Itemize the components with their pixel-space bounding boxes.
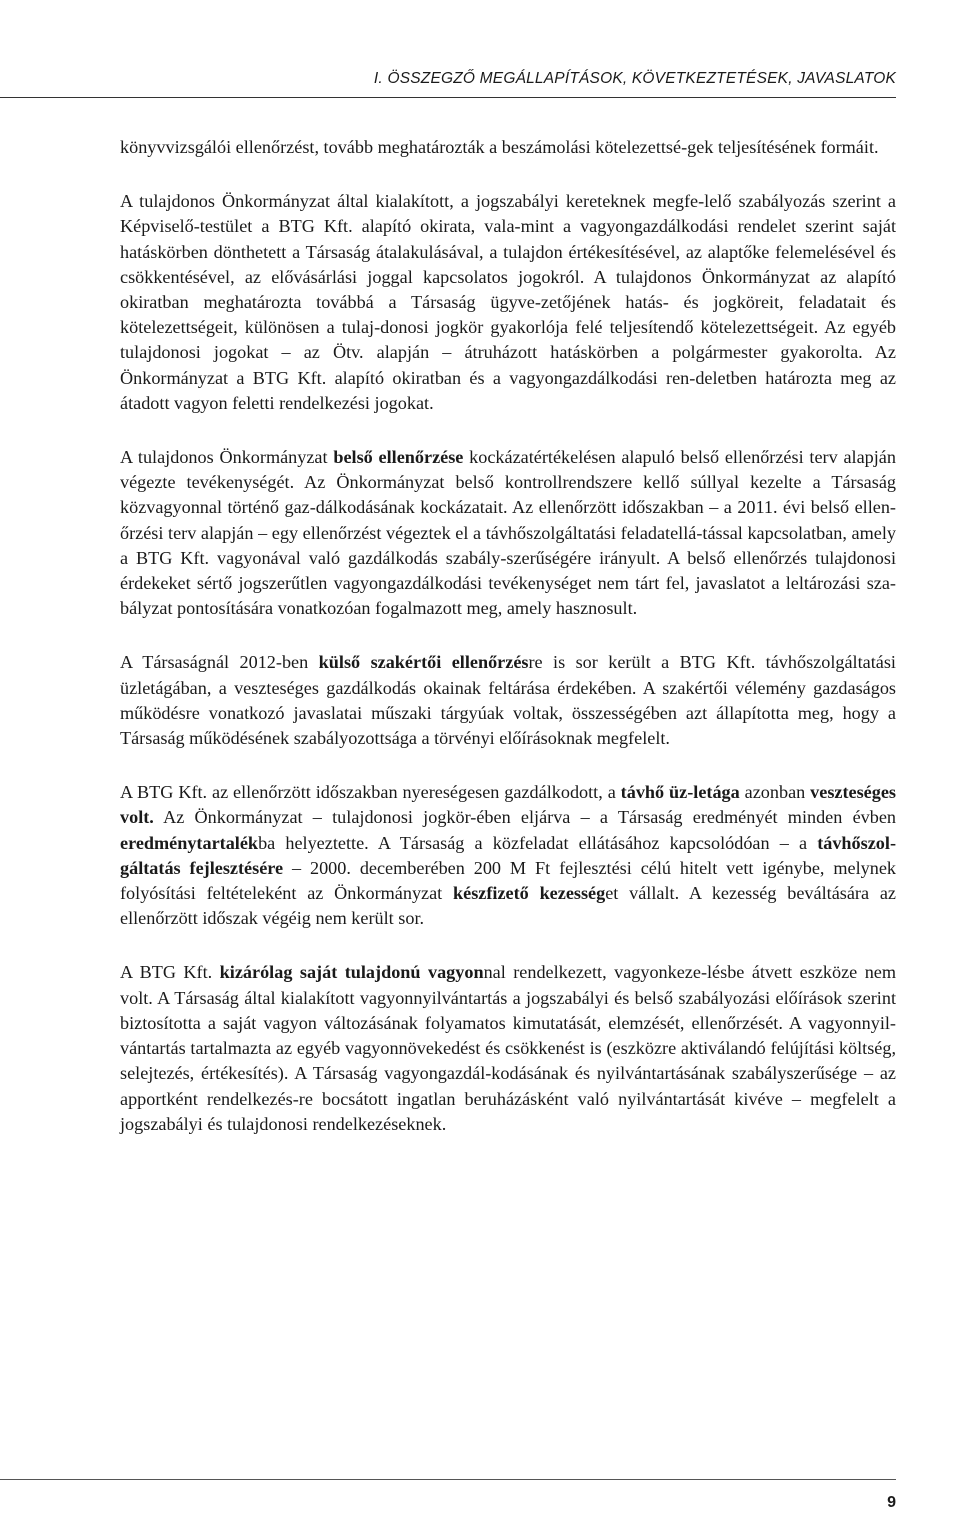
paragraph-1 <box>120 135 896 160</box>
text-run: re is sor került a BTG Kft. távhőszolgáltatási üzletágában, a veszteséges gazdálkodás okainak feltárása érdekében. A szakértői vélemény gazdaságos működésre vonatkozó javaslatai műszaki tárgyúak voltak, összességében azt állapította meg, hogy a Társaság működésének szabályozottsága a törvényi előírásoknak megfelelt. <box>120 652 896 749</box>
bold-phrase: kizárólag saját tulajdonú vagyon <box>219 962 484 983</box>
bold-phrase: távhő üz-letága <box>620 782 740 803</box>
paragraph-5 <box>120 780 896 931</box>
bold-phrase: eredménytartalék <box>120 832 259 853</box>
paragraph-6 <box>120 960 896 1136</box>
paragraph-2 <box>120 189 896 416</box>
text-run: et vállalt. A kezesség beváltására az ellenőrzött időszak végéig nem került sor. <box>120 883 896 929</box>
bold-phrase: veszteséges volt. <box>120 782 896 828</box>
page-number: 9 <box>887 1494 896 1511</box>
text-run: kockázatértékelésen alapuló belső ellenőrzési terv alapján végezte tevékenységét. Az Önkormányzat belső kontrollrendszere kellő súllyal kezelte a Társaság közvagyonnal történő gaz-dálkodásának kockázatait. Az ellenőrzött időszakban – a 2011. évi belső ellen-őrzési terv alapján – egy ellenőrzést végeztek el a távhőszolgáltatási feladatellá-tással kapcsolatban, amely a BTG Kft. vagyonával való gazdálkodás szabály-szerűségére irányult. A belső ellenőrzés tulajdonosi érdekeket sértő jogszerűtlen vagyongazdálkodási tevékenységet nem tárt fel, javaslatot a leltározási sza-bályzat pontosítására vonatkozóan fogalmazott meg, amely hasznosult. <box>120 447 896 619</box>
paragraph-4 <box>120 650 896 751</box>
text-run: nal rendelkezett, vagyonkeze-lésbe átvett eszköze nem volt. A Társaság által kialakított vagyonnyilvántartás a jogszabályi és belső szabályozási előírások szerint biztosította a saját vagyon változásának folyamatos kimutatását, elemzését, ellenőrzését. A vagyonnyil-vántartás tartalmazta az egyéb vagyonnövekedést és csökkenést is (eszközre aktiválandó felújítási költség, selejtezés, értékesítés). A Társaság vagyongazdál-kodásának és nyilvántartásának szabályszerűsége – az apportként rendelkezés-re bocsátott ingatlan beruházásként való nyilvántartását kivéve – megfelelt a jogszabályi és tulajdonosi rendelkezéseknek. <box>120 962 897 1134</box>
paragraph-3 <box>120 445 896 621</box>
text-run: A BTG Kft. <box>120 962 220 983</box>
text-run: Az Önkormányzat – tulajdonosi jogkör-ében eljárva – a Társaság eredményét minden évben <box>153 807 896 828</box>
bold-phrase: távhőszol-gáltatás fejlesztésére <box>120 832 896 878</box>
running-header: I. ÖSSZEGZŐ MEGÁLLAPÍTÁSOK, KÖVETKEZTETÉSEK, JAVASLATOK <box>373 70 896 87</box>
header-rule <box>0 97 896 98</box>
bold-phrase: külső szakértői ellenőrzés <box>318 652 529 673</box>
page-body <box>120 135 896 1166</box>
text-run: A Társaságnál 2012-ben <box>120 652 319 673</box>
text-run: – 2000. decemberében 200 M Ft fejlesztési célú hitelt vett igénybe, melynek folyósítási feltételeként az Önkormányzat <box>120 857 896 904</box>
text-run: azonban <box>739 782 811 803</box>
bold-phrase: belső ellenőrzése <box>333 447 464 468</box>
text-run: A tulajdonos Önkormányzat <box>120 447 334 468</box>
footer-rule <box>0 1479 896 1480</box>
text-run: könyvvizsgálói ellenőrzést, tovább meghatározták a beszámolási kötelezettsé-gek teljesítésének formáit. <box>120 137 879 157</box>
text-run: A tulajdonos Önkormányzat által kialakított, a jogszabályi kereteknek megfe-lelő szabályozás szerint a Képviselő-testület a BTG Kft. alapító okirata, vala-mint a vagyongazdálkodási rendelet szerint saját hatáskörben dönthetett a Társaság átalakulásával, a tulajdon értékesítésével, az alaptőke felemelésével és csökkentésével, az elővásárlási joggal kapcsolatos jogokról. A tulajdonos Önkormányzat az alapító okiratban meghatározta továbbá a Társaság ügyve-zetőjének hatás- és jogköreit, feladatait és kötelezettségeit, különösen a tulaj-donosi jogkör gyakorlója felé teljesítendő kötelezettségeit. Az egyéb tulajdonosi jogokat – az Ötv. alapján – átruházott hatáskörben a polgármester gyakorolta. Az Önkormányzat a BTG Kft. alapító okiratban és a vagyongazdálkodási ren-deletben határozta meg az átadott vagyon feletti rendelkezési jogokat. <box>120 191 896 413</box>
bold-phrase: készfizető kezesség <box>453 883 606 904</box>
text-run: A BTG Kft. az ellenőrzött időszakban nyereségesen gazdálkodott, a <box>120 782 621 803</box>
text-run: ba helyeztette. A Társaság a közfeladat ellátásához kapcsolódóan – a <box>258 832 818 853</box>
